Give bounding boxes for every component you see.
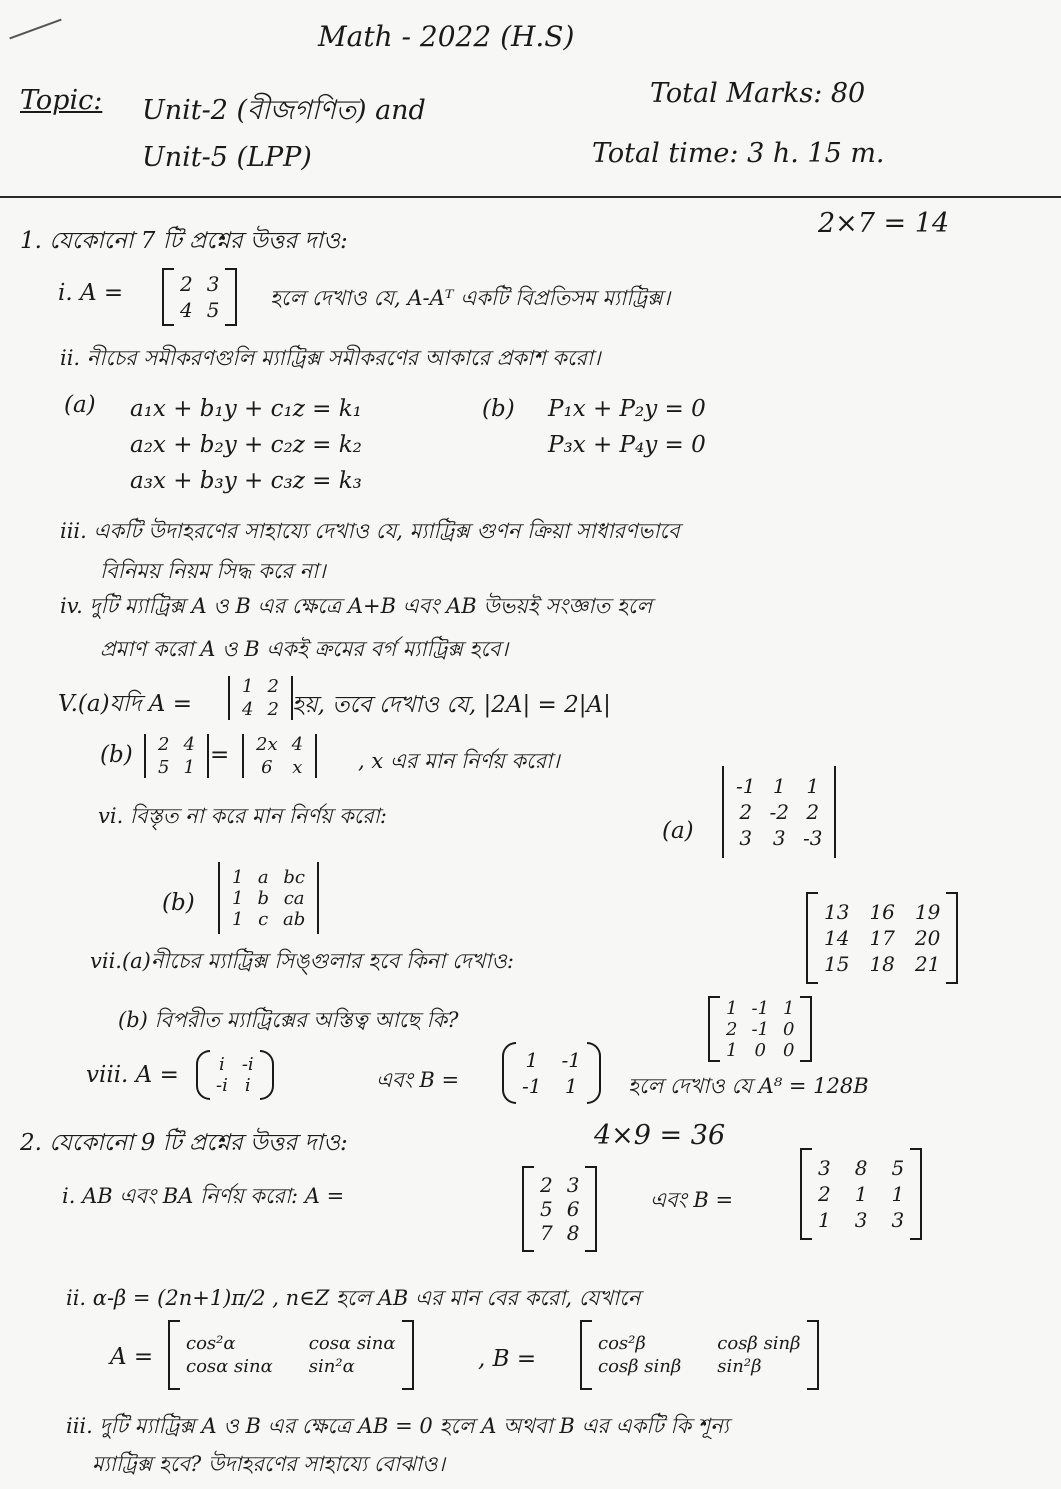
matrix-cell: cosα sinα (308, 1333, 396, 1354)
matrix-cell: cos²β (598, 1333, 646, 1354)
total-time: Total time: 3 h. 15 m. (592, 138, 885, 169)
matrix-cell: 5 (540, 1197, 553, 1221)
matrix-cell: -1 (561, 1048, 581, 1072)
det-cell: 1 (232, 866, 244, 888)
matrix-cell: cosα sinα (186, 1356, 273, 1377)
matrix-cell: 1 (564, 1074, 578, 1098)
q1-heading: 1. যেকোনো 7 টি প্রশ্নের উত্তর দাও: (20, 228, 348, 254)
q1-v-b-det1 (138, 734, 215, 778)
matrix-cell: 6 (566, 1197, 580, 1221)
q2-i-B (800, 1148, 922, 1240)
matrix-cell: 3 (566, 1173, 580, 1197)
matrix-cell: 2 (180, 272, 193, 296)
det-cell: 2x (256, 734, 278, 755)
q1-ii-a-eq3: a₃x + b₃y + c₃z = k₃ (130, 468, 362, 494)
matrix-cell: 5 (891, 1156, 905, 1180)
topic-label (20, 85, 102, 116)
matrix-cell: -i (241, 1054, 254, 1075)
matrix-cell: 1 (891, 1182, 905, 1206)
det-cell: x (292, 757, 303, 778)
matrix-cell: 0 (783, 1039, 795, 1061)
matrix-cell: 15 (824, 952, 850, 976)
q1-iii-line1: iii. একটি উদাহরণের সাহায্যে দেখাও যে, ম্যাট্রিক্স গুণন ক্রিয়া সাধারণভাবে (60, 519, 680, 543)
q1-i-matrix (162, 268, 237, 326)
q1-vi-a-det (716, 766, 842, 858)
pen-mark (9, 19, 61, 40)
det-cell: b (257, 887, 269, 909)
q1-viii-text: হলে দেখাও যে A⁸ = 128B (628, 1074, 869, 1098)
det-cell: 1 (183, 757, 195, 778)
matrix-cell: 16 (869, 900, 895, 924)
det-cell: 2 (739, 800, 753, 824)
matrix-cell: -i (216, 1075, 228, 1096)
topic-line-1: Unit-2 (বীজগণিত) and (142, 95, 426, 126)
det-cell: 2 (267, 676, 279, 697)
det-cell: 5 (158, 757, 170, 778)
q1-ii-b-eq2: P₃x + P₄y = 0 (548, 432, 706, 458)
q2-ii-B-label: , B = (478, 1346, 537, 1372)
q1-viii-A (196, 1050, 274, 1100)
det-cell: -2 (769, 800, 789, 824)
matrix-cell: 18 (869, 952, 895, 976)
matrix-cell: 1 (726, 1039, 738, 1061)
matrix-cell: i (219, 1054, 225, 1075)
q2-ii-A-label: A = (110, 1344, 154, 1370)
q2-heading: 2. যেকোনো 9 টি প্রশ্নের উত্তর দাও: (20, 1130, 348, 1156)
matrix-cell: 19 (914, 900, 941, 924)
matrix-cell: -1 (522, 1074, 542, 1098)
q2-ii-A (168, 1320, 414, 1390)
matrix-cell: 20 (914, 926, 941, 950)
q1-i-text: হলে দেখাও যে, A-Aᵀ একটি বিপ্রতিসম ম্যাট্রিক্স। (270, 286, 671, 310)
q2-ii-text: ii. α-β = (2n+1)π/2 , n∈Z হলে AB এর মান বের করো, যেখানে (66, 1286, 641, 1310)
det-cell: 4 (291, 734, 304, 755)
matrix-cell: 21 (914, 952, 941, 976)
q1-viii-B (502, 1042, 601, 1104)
matrix-cell: 8 (854, 1156, 868, 1180)
q1-v-b-det2 (236, 734, 323, 778)
det-cell: ca (283, 887, 305, 909)
matrix-cell: 1 (818, 1208, 831, 1232)
q1-ii-text: ii. নীচের সমীকরণগুলি ম্যাট্রিক্স সমীকরণের আকারে প্রকাশ করো। (60, 346, 601, 370)
matrix-cell: 2 (540, 1173, 553, 1197)
q2-iii-line1: iii. দুটি ম্যাট্রিক্স A ও B এর ক্ষেত্রে AB = 0 হলে A অথবা B এর একটি কি শূন্য (66, 1414, 729, 1438)
q1-v-a-text: হয়, তবে দেখাও যে, |2A| = 2|A| (292, 692, 611, 718)
det-cell: ab (282, 908, 306, 930)
q1-vi-text: vi. বিস্তৃত না করে মান নির্ণয় করো: (98, 804, 387, 828)
det-cell: 1 (806, 774, 820, 798)
matrix-cell: i (244, 1075, 251, 1096)
page-title: Math - 2022 (H.S) (318, 20, 575, 53)
det-cell: 2 (267, 699, 279, 720)
matrix-cell: 13 (824, 900, 850, 924)
matrix-cell: 5 (206, 298, 220, 322)
det-cell: 6 (261, 757, 273, 778)
matrix-cell: sin²β (717, 1356, 762, 1377)
q1-vii-a-text: vii.(a)নীচের ম্যাট্রিক্স সিঙ্গুলার হবে কিনা দেখাও: (90, 949, 514, 973)
matrix-cell: 3 (818, 1156, 831, 1180)
matrix-cell: 1 (726, 997, 738, 1019)
q1-i-label: i. A = (58, 280, 124, 306)
topic-label-text: Topic: (20, 85, 103, 116)
q2-marks: 4×9 = 36 (594, 1120, 726, 1151)
matrix-cell: 2 (818, 1182, 831, 1206)
det-cell: 4 (183, 734, 195, 755)
det-cell: -3 (802, 826, 823, 850)
matrix-cell: 7 (540, 1221, 553, 1245)
det-cell: a (257, 866, 269, 888)
q1-vii-b-matrix (708, 996, 812, 1062)
matrix-cell: 17 (869, 926, 895, 950)
matrix-cell: 1 (525, 1048, 539, 1072)
q1-iii-line2: বিনিময় নিয়ম সিদ্ধ করে না। (100, 559, 326, 583)
det-cell: 1 (232, 908, 244, 930)
q1-v-b-text: , x এর মান নির্ণয় করো। (358, 749, 560, 773)
q1-v-a-det (222, 676, 299, 720)
matrix-cell: 3 (891, 1208, 905, 1232)
det-cell: 2 (158, 734, 170, 755)
topic-line-2: Unit-5 (LPP) (142, 142, 312, 173)
matrix-cell: -1 (751, 997, 769, 1019)
q1-vi-a-label: (a) (662, 818, 694, 844)
matrix-cell: 3 (206, 272, 220, 296)
matrix-cell: 0 (754, 1039, 766, 1061)
q2-ii-B (580, 1320, 819, 1390)
matrix-cell: -1 (751, 1018, 769, 1040)
q1-iv-line2: প্রমাণ করো A ও B একই ক্রমের বর্গ ম্যাট্রিক্স হবে। (100, 637, 509, 661)
matrix-cell: 3 (854, 1208, 868, 1232)
q1-v-b-label: (b) (100, 742, 133, 768)
q1-ii-a-label: (a) (64, 392, 96, 418)
matrix-cell: cosβ sinβ (717, 1333, 801, 1354)
matrix-cell: 2 (726, 1018, 738, 1040)
q1-marks: 2×7 = 14 (818, 208, 950, 239)
q1-ii-a-eq2: a₂x + b₂y + c₂z = k₂ (130, 432, 362, 458)
q2-iii-line2: ম্যাট্রিক্স হবে? উদাহরণের সাহায্যে বোঝাও। (92, 1452, 446, 1476)
q1-vii-b-text: (b) বিপরীত ম্যাট্রিক্সের অস্তিত্ব আছে কি? (118, 1008, 459, 1032)
q2-i-text: i. AB এবং BA নির্ণয় করো: A = (62, 1184, 345, 1208)
q2-i-A (522, 1166, 597, 1252)
det-cell: 3 (772, 826, 786, 850)
det-cell: bc (283, 866, 305, 888)
det-cell: -1 (736, 774, 756, 798)
det-cell: 4 (242, 699, 254, 720)
matrix-cell: cosβ sinβ (598, 1356, 682, 1377)
det-cell: c (258, 908, 269, 930)
q1-ii-b-eq1: P₁x + P₂y = 0 (548, 396, 706, 422)
header-divider (0, 196, 1061, 198)
q1-v-b-eq: = (210, 742, 230, 768)
q1-vi-b-det (212, 862, 325, 934)
matrix-cell: 8 (566, 1221, 580, 1245)
q1-v-a-label: V.(a)যদি A = (58, 691, 192, 717)
q1-viii-label: viii. A = (86, 1062, 179, 1088)
det-cell: 2 (806, 800, 820, 824)
matrix-cell: 1 (854, 1182, 868, 1206)
matrix-cell: 1 (783, 997, 795, 1019)
matrix-cell: cos²α (186, 1333, 236, 1354)
q1-ii-a-eq1: a₁x + b₁y + c₁z = k₁ (130, 396, 362, 422)
det-cell: 1 (242, 676, 254, 697)
q2-i-and: এবং B = (650, 1188, 734, 1212)
q1-ii-b-label: (b) (482, 396, 515, 422)
q1-vi-b-label: (b) (162, 890, 195, 916)
det-cell: 1 (232, 887, 244, 909)
total-marks: Total Marks: 80 (650, 78, 866, 109)
det-cell: 3 (739, 826, 753, 850)
matrix-cell: 14 (824, 926, 850, 950)
matrix-cell: sin²α (308, 1356, 355, 1377)
det-cell: 1 (772, 774, 786, 798)
matrix-cell: 0 (783, 1018, 795, 1040)
matrix-cell: 4 (180, 298, 193, 322)
q1-iv-line1: iv. দুটি ম্যাট্রিক্স A ও B এর ক্ষেত্রে A+B এবং AB উভয়ই সংজ্ঞাত হলে (60, 594, 652, 618)
q1-vii-a-matrix (806, 892, 958, 984)
q1-viii-and: এবং B = (376, 1068, 460, 1092)
